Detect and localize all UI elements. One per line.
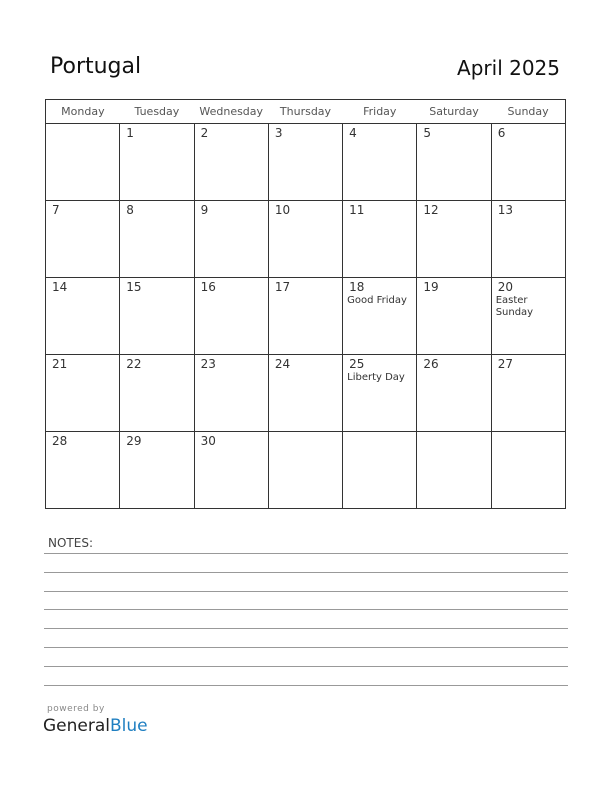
day-cell [268, 355, 342, 432]
day-number: 23 [200, 357, 216, 371]
day-cell [417, 432, 491, 509]
day-number: 10 [274, 203, 291, 217]
day-cell [417, 355, 491, 432]
note-line [44, 592, 568, 611]
day-number: 19 [423, 280, 439, 294]
week-row [46, 355, 566, 432]
weekday-header: Sunday [491, 100, 565, 124]
day-cell [120, 124, 194, 201]
note-line [44, 610, 568, 629]
day-number: 3 [274, 126, 283, 140]
day-number: 11 [349, 203, 365, 217]
weekday-header: Thursday [268, 100, 342, 124]
weekday-header: Wednesday [194, 100, 268, 124]
day-cell [194, 355, 268, 432]
day-number: 28 [52, 434, 68, 448]
day-number: 1 [126, 126, 134, 140]
day-number: 14 [52, 280, 68, 294]
day-number: 13 [497, 203, 513, 217]
day-number: 8 [126, 203, 134, 217]
day-number: 24 [274, 357, 291, 371]
weekday-header: Friday [343, 100, 417, 124]
day-number: 22 [126, 357, 142, 371]
week-row [46, 124, 566, 201]
day-cell [491, 124, 565, 201]
week-row [46, 278, 566, 355]
weekday-header: Monday [46, 100, 120, 124]
brand-general: General [43, 716, 110, 736]
day-cell [268, 201, 342, 278]
day-cell [194, 201, 268, 278]
day-cell [343, 201, 417, 278]
calendar-grid [45, 99, 566, 509]
note-line [44, 573, 568, 592]
day-number: 4 [349, 126, 357, 140]
day-number: 30 [200, 434, 216, 448]
day-number: 27 [497, 357, 513, 371]
weekday-header-row [46, 100, 566, 124]
holiday-label: Good Friday [347, 295, 407, 306]
day-number: 12 [423, 203, 439, 217]
day-cell [343, 355, 417, 432]
day-cell [46, 124, 120, 201]
day-cell [343, 124, 417, 201]
day-cell [491, 432, 565, 509]
day-cell [120, 355, 194, 432]
day-number: 7 [52, 203, 60, 217]
day-cell [417, 278, 491, 355]
day-cell [46, 432, 120, 509]
note-line [44, 629, 568, 648]
note-line [44, 554, 568, 573]
month-title: April 2025 [457, 56, 560, 80]
powered-by-text: powered by [47, 704, 105, 714]
day-number: 16 [200, 280, 216, 294]
day-cell [194, 432, 268, 509]
country-title: Portugal [50, 54, 142, 79]
day-number: 6 [497, 126, 506, 140]
day-number: 29 [126, 434, 142, 448]
notes-lines [44, 553, 568, 686]
week-row [46, 201, 566, 278]
generalblue-logo [43, 716, 148, 736]
day-cell [268, 432, 342, 509]
brand-blue: Blue [110, 716, 148, 736]
note-line [44, 667, 568, 686]
week-row [46, 432, 566, 509]
day-number: 21 [52, 357, 68, 371]
day-number: 18 [349, 280, 365, 294]
day-cell [491, 278, 565, 355]
day-number: 25 [349, 357, 365, 371]
day-number: 5 [423, 126, 432, 140]
day-number: 20 [497, 280, 513, 294]
day-cell [417, 201, 491, 278]
weekday-header: Saturday [417, 100, 491, 124]
holiday-label: Liberty Day [347, 372, 405, 383]
day-cell [491, 355, 565, 432]
day-cell [268, 124, 342, 201]
day-number: 17 [274, 280, 291, 294]
day-cell [120, 432, 194, 509]
day-cell [343, 278, 417, 355]
day-cell [120, 278, 194, 355]
day-number: 2 [200, 126, 209, 140]
day-cell [46, 201, 120, 278]
notes-label: NOTES: [48, 536, 93, 550]
day-cell [417, 124, 491, 201]
weekday-header: Tuesday [120, 100, 194, 124]
day-number: 26 [423, 357, 439, 371]
day-cell [46, 355, 120, 432]
day-cell [194, 278, 268, 355]
day-cell [343, 432, 417, 509]
holiday-label: Easter Sunday [495, 295, 534, 318]
day-cell [268, 278, 342, 355]
day-cell [491, 201, 565, 278]
day-number: 15 [126, 280, 142, 294]
day-cell [120, 201, 194, 278]
day-number: 9 [200, 203, 209, 217]
day-cell [194, 124, 268, 201]
day-cell [46, 278, 120, 355]
note-line [44, 648, 568, 667]
